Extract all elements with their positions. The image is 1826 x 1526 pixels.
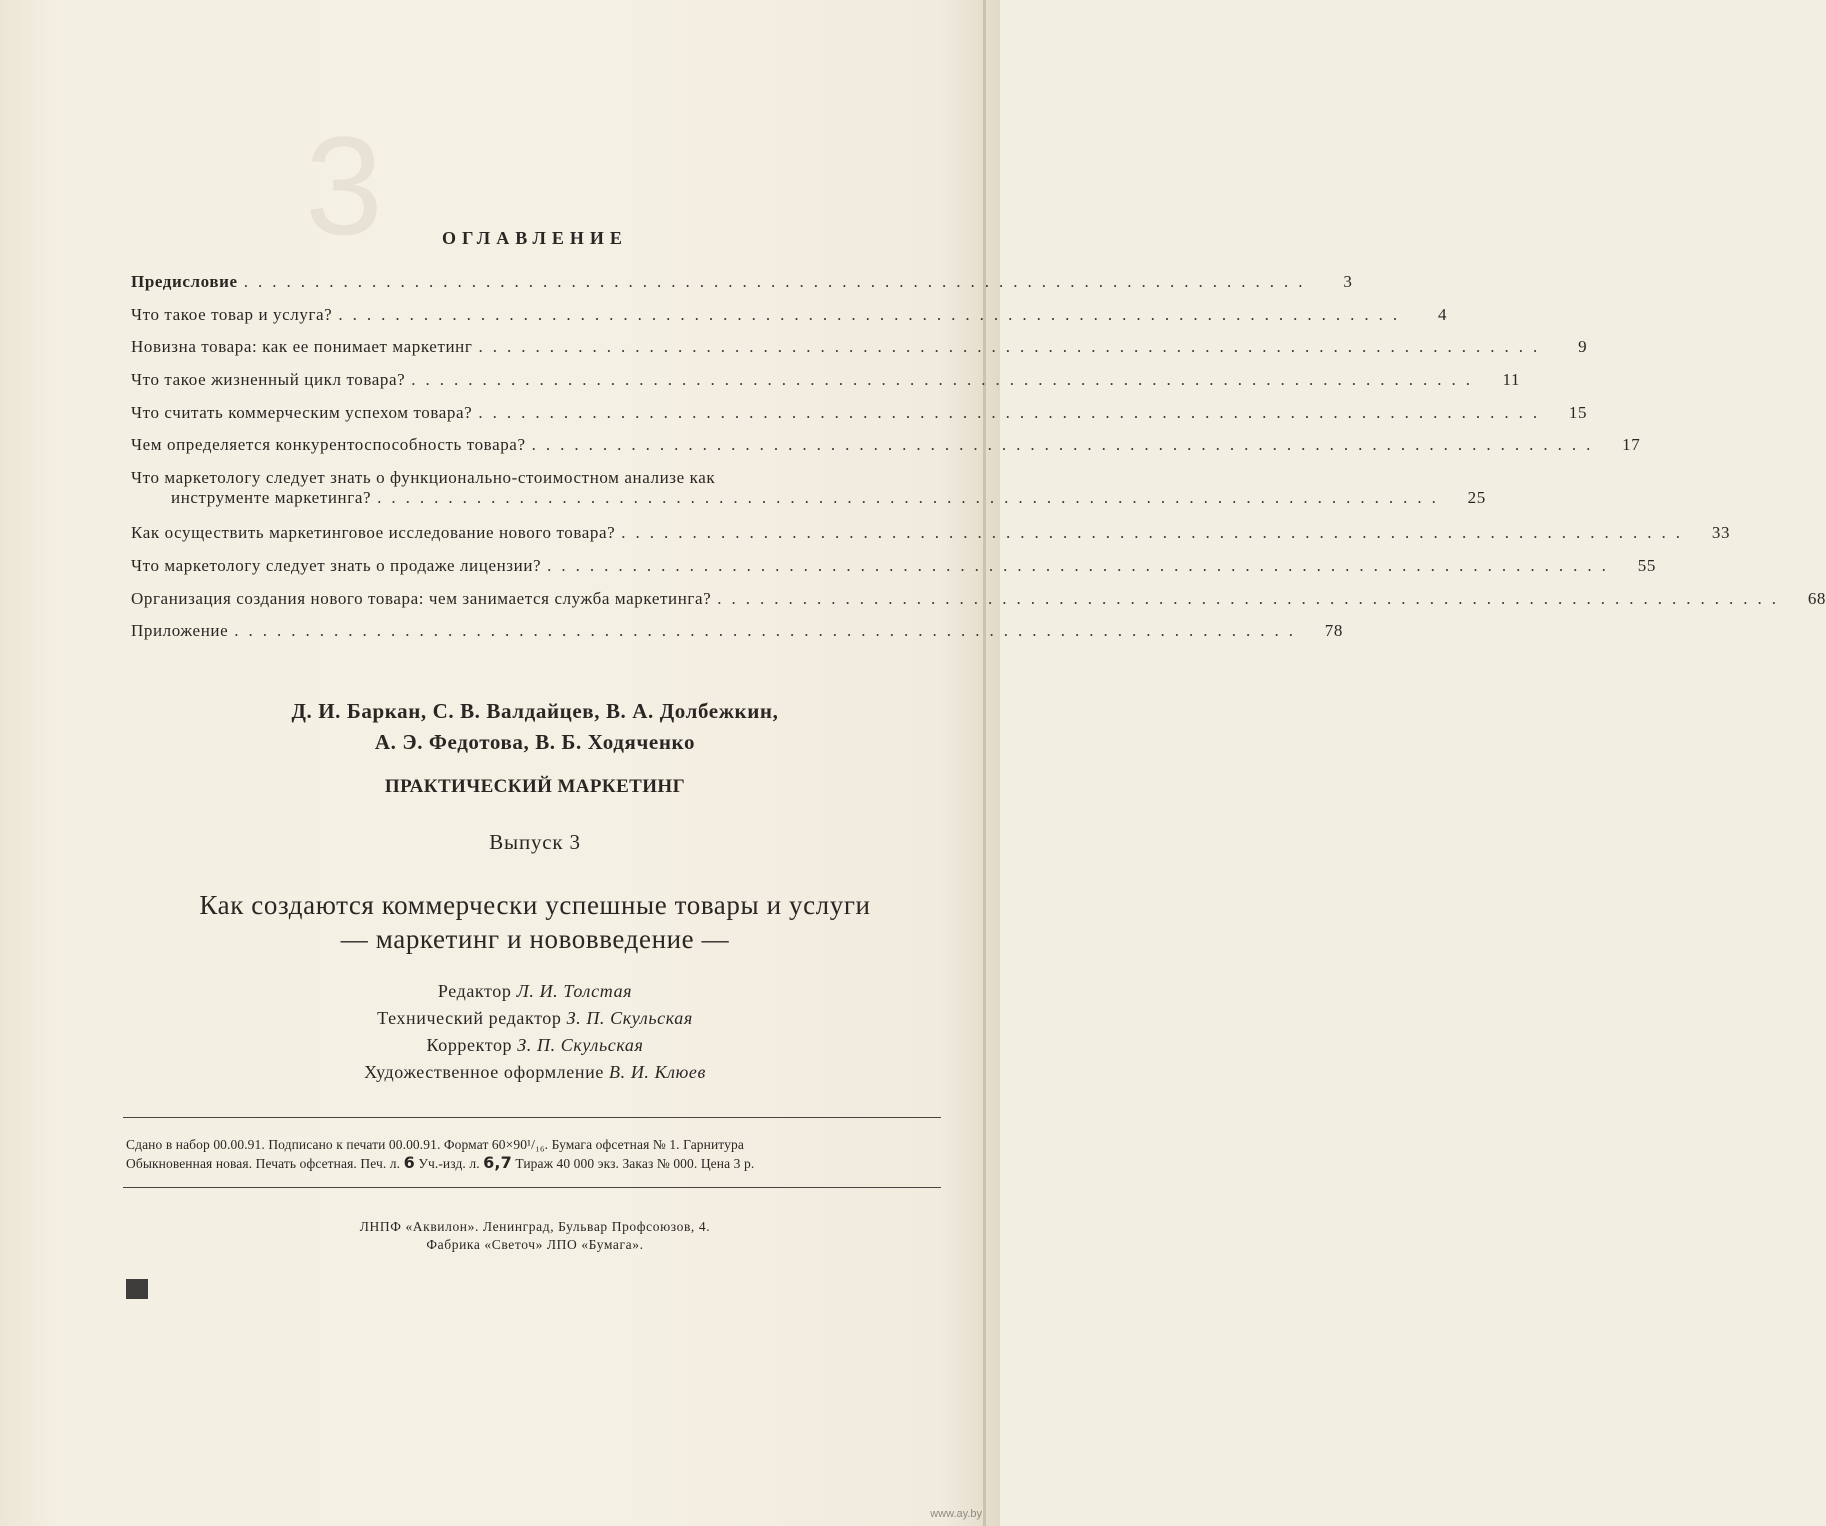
toc-entry [131,370,1521,403]
toc-entry [131,435,1641,468]
toc-entry [131,588,1826,622]
handwritten-sheets: 6 [403,1153,415,1172]
toc-entry-label-cont: инструменте маркетинга? [171,488,372,508]
toc-entry [131,272,1353,305]
toc-leader-dots: ........................................................................... [478,337,1548,357]
credit-name: З. П. Скульская [517,1035,644,1055]
toc-entry [131,402,1588,436]
toc-leader-dots: ........................................................................... [411,370,1481,390]
book-subtitle [0,888,1000,956]
toc-entry [131,468,1486,523]
toc-entry-page: 3 [1343,272,1353,291]
toc-entry-page: 17 [1622,435,1641,455]
table-of-contents [131,272,1826,654]
subtitle-line-2: — маркетинг и нововведение — [340,924,730,954]
credit-line [70,1005,1000,1032]
toc-leader-dots: ........................................................................... [338,304,1408,324]
credit-role: Редактор [437,981,512,1001]
toc-leader-dots: ........................................................................... [377,488,1446,508]
toc-entry-label: Что такое товар и услуга? [131,304,333,324]
credit-role: Художественное оформление [364,1062,604,1082]
toc-entry-label: Организация создания нового товара: чем занимается служба маркетинга? [131,588,712,608]
toc-entry-page: 33 [1711,523,1731,543]
show-through-mark: 3 [305,107,383,264]
subtitle-line-1: Как создаются коммерчески успешные товары и услуги [199,890,871,920]
credit-role: Технический редактор [377,1008,562,1028]
publisher-line-2: Фабрика «Светоч» ЛПО «Бумага». [426,1237,644,1252]
toc-entry-page: 78 [1324,621,1343,641]
imprint-text: Уч.-изд. л. [418,1156,480,1171]
credits-block [0,978,1000,1086]
book-title: ПРАКТИЧЕСКИЙ МАРКЕТИНГ [384,776,686,797]
toc-entry [131,304,1448,338]
credit-name: В. И. Клюев [609,1062,706,1082]
imprint-block [126,1136,946,1173]
divider-bottom [123,1187,941,1188]
imprint-text: Тираж 40 000 экз. Заказ № 000. Цена 3 р. [515,1156,755,1171]
toc-entry-label: Чем определяется конкурентоспособность товара? [131,435,526,455]
divider-top [123,1117,941,1118]
watermark: www.ay.by [930,1508,982,1520]
toc-entry-continuation [131,488,1486,508]
toc-entry-label: Приложение [131,621,229,641]
credit-name: Л. И. Толстая [516,981,633,1001]
toc-entry-page: 4 [1437,304,1448,324]
publisher-block [0,1218,1000,1254]
toc-leader-dots: ........................................................................... [621,523,1691,543]
toc-entry-label: Новизна товара: как ее понимает маркетинг [131,337,473,357]
toc-entry-page: 25 [1467,488,1486,508]
toc-entry-label: Предисловие [131,272,238,291]
toc-leader-dots: ........................................................................... [243,272,1313,291]
toc-entry-page: 15 [1568,402,1588,422]
printer-mark [126,1279,148,1299]
credit-name: З. П. Скульская [566,1008,693,1028]
publisher-line-1: ЛНПФ «Аквилон». Ленинград, Бульвар Профсоюзов, 4. [359,1219,711,1234]
toc-entry-page: 68 [1807,588,1826,608]
toc-entry-page: 55 [1637,555,1656,575]
toc-leader-dots: ........................................................................... [478,402,1548,422]
toc-entry [131,523,1731,556]
credit-line [70,978,1000,1005]
imprint-line-1: Сдано в набор 00.00.91. Подписано к печати 00.00.91. Формат 60×90¹/₁₆. Бумага офсетная № 1. Гарнитура [126,1137,744,1152]
toc-leader-dots: ........................................................................... [531,435,1601,455]
toc-entry-page: 11 [1502,370,1521,390]
toc-entry [131,621,1343,654]
imprint-line-2 [126,1154,946,1173]
toc-leader-dots: ........................................................................... [717,588,1787,608]
imprint-text: Обыкновенная новая. Печать офсетная. Печ. л. [126,1156,401,1171]
credit-line [70,1032,1000,1059]
toc-entry-label: Что маркетологу следует знать о функционально-стоимостном анализе как [131,468,716,488]
authors-line-2: А. Э. Федотова, В. Б. Ходяченко [374,730,696,754]
toc-title: ОГЛАВЛЕНИЕ [442,228,628,248]
toc-entry [131,555,1656,589]
toc-entry [131,337,1588,370]
credit-role: Корректор [426,1035,513,1055]
toc-entry-page: 9 [1578,337,1588,357]
toc-leader-dots: ........................................................................... [234,621,1303,641]
authors-block [0,696,1000,758]
handwritten-pub-sheets: 6,7 [483,1153,512,1172]
toc-entry-label: Как осуществить маркетинговое исследование нового товара? [131,523,616,543]
toc-entry-label: Что считать коммерческим успехом товара? [131,402,473,422]
authors-line-1: Д. И. Баркан, С. В. Валдайцев, В. А. Долбежкин, [291,699,779,723]
issue-number: Выпуск 3 [489,830,581,854]
credit-line [70,1059,1000,1086]
toc-entry-label: Что маркетологу следует знать о продаже лицензии? [131,555,542,575]
toc-entry-label: Что такое жизненный цикл товара? [131,370,406,390]
toc-leader-dots: ........................................................................... [547,555,1616,575]
